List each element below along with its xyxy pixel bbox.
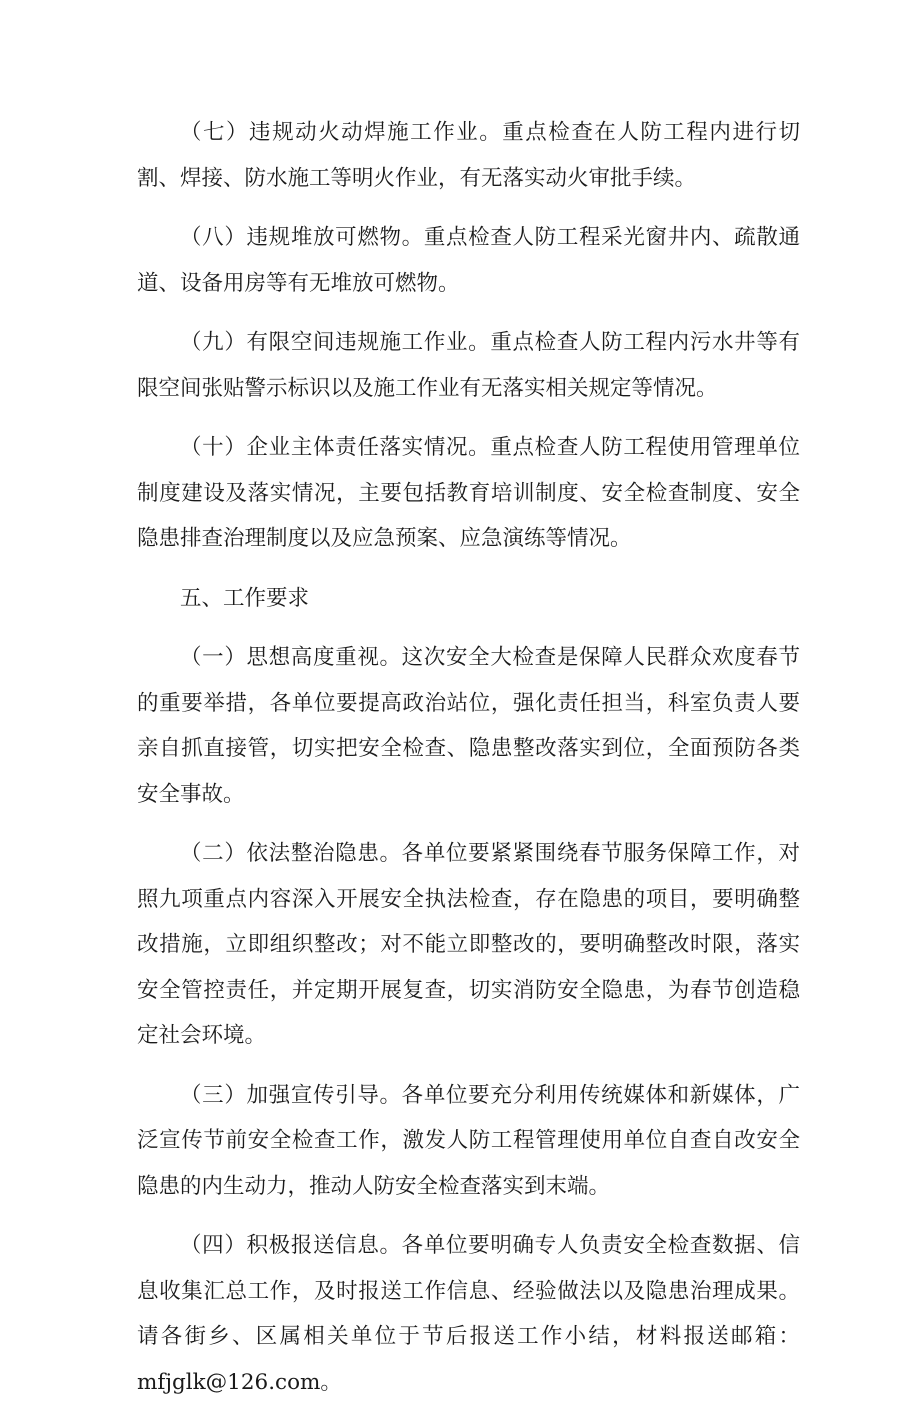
- paragraph-requirement-3: （三）加强宣传引导。各单位要充分利用传统媒体和新媒体，广泛宣传节前安全检查工作，激发人防工程管理使用单位自查自改安全隐患的内生动力，推动人防安全检查落实到末端。: [137, 1082, 800, 1199]
- paragraph-item-8: （八）违规堆放可燃物。重点检查人防工程采光窗井内、疏散通道、设备用房等有无堆放可燃物。: [137, 225, 800, 296]
- section-heading-work-requirements: 五、工作要求: [180, 585, 310, 611]
- paragraph-item-10: （十）企业主体责任落实情况。重点检查人防工程使用管理单位制度建设及落实情况，主要包括教育培训制度、安全检查制度、安全隐患排查治理制度以及应急预案、应急演练等情况。: [137, 435, 800, 551]
- paragraph-requirement-1: （一）思想高度重视。这次安全大检查是保障人民群众欢度春节的重要举措，各单位要提高政治站位，强化责任担当，科室负责人要亲自抓直接管，切实把安全检查、隐患整改落实到位，全面预防各类安全事故。: [137, 645, 800, 807]
- paragraph-requirement-2: （二）依法整治隐患。各单位要紧紧围绕春节服务保障工作，对照九项重点内容深入开展安全执法检查，存在隐患的项目，要明确整改措施，立即组织整改；对不能立即整改的，要明确整改时限，落实安全管控责任，并定期开展复查，切实消防安全隐患，为春节创造稳定社会环境。: [137, 841, 800, 1048]
- paragraph-item-7: （七）违规动火动焊施工作业。重点检查在人防工程内进行切割、焊接、防水施工等明火作业，有无落实动火审批手续。: [137, 120, 800, 191]
- document-body: [137, 110, 800, 1405]
- paragraph-requirement-4: （四）积极报送信息。各单位要明确专人负责安全检查数据、信息收集汇总工作，及时报送工作信息、经验做法以及隐患治理成果。请各街乡、区属相关单位于节后报送工作小结，材料报送邮箱：mfjglk@126.com。: [137, 1233, 800, 1395]
- paragraph-item-9: （九）有限空间违规施工作业。重点检查人防工程内污水井等有限空间张贴警示标识以及施工作业有无落实相关规定等情况。: [137, 330, 800, 401]
